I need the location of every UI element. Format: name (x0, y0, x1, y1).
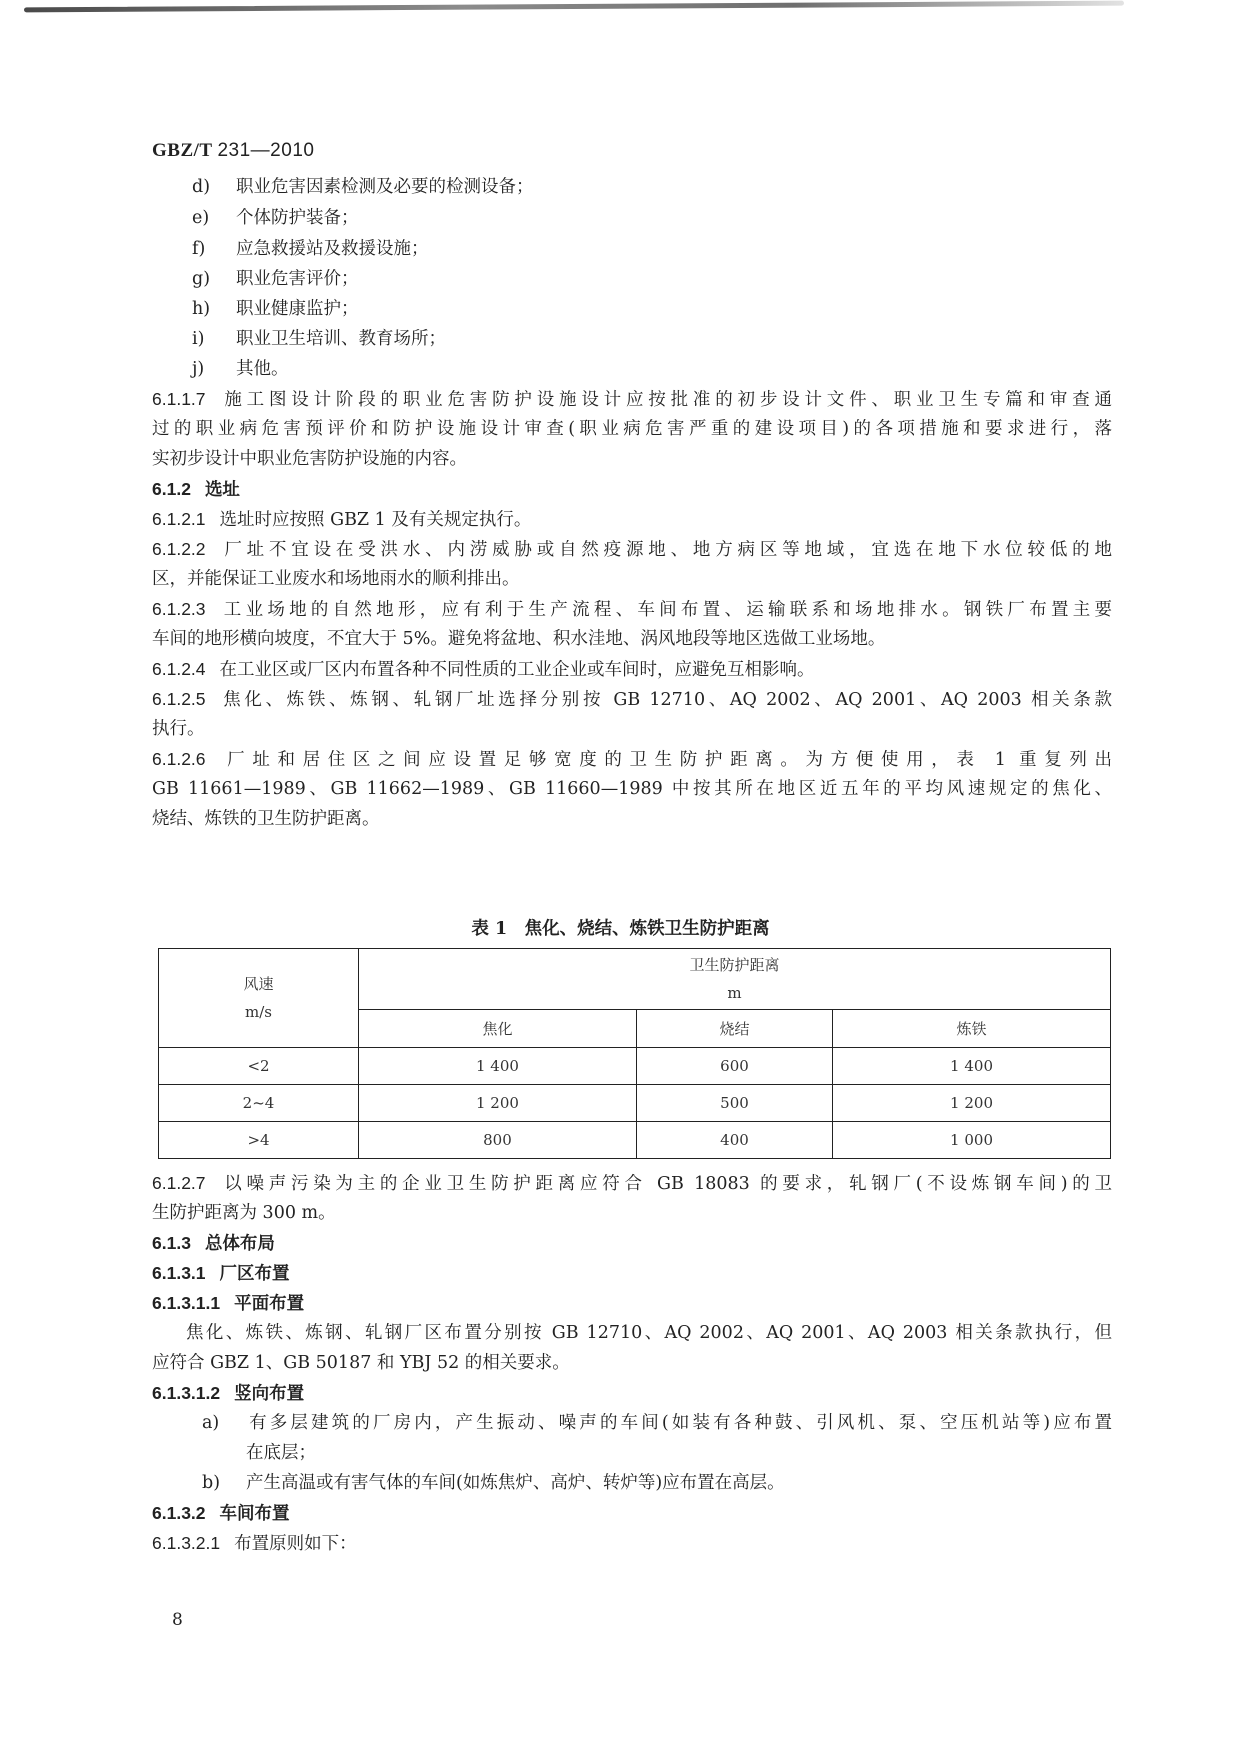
section-heading-6-1-3-1: 6.1.3.1 厂区布置 (152, 1263, 290, 1284)
clause-6-1-2-6-line: GB 11661—1989、GB 11662—1989、GB 11660—1989 中按其所在地区近五年的平均风速规定的焦化、 (152, 779, 1112, 799)
clause-6-1-1-7-line: 6.1.1.7 施工图设计阶段的职业危害防护设施设计应按批准的初步设计文件、职业卫生专篇和审查通 (152, 389, 1112, 410)
header-protection-distance: 卫生防护距离 m (359, 949, 1111, 1010)
clause-6-1-2-6-line: 烧结、炼铁的卫生防护距离。 (152, 809, 380, 829)
clause-6-1-2-7-line: 6.1.2.7 以噪声污染为主的企业卫生防护距离应符合 GB 18083 的要求，轧钢厂(不设炼钢车间)的卫 (152, 1173, 1112, 1194)
header-wind-speed: 风速 m/s (159, 949, 359, 1048)
table-caption: 表 1 焦化、烧结、炼铁卫生防护距离 (471, 919, 770, 939)
standard-number: 231—2010 (217, 140, 315, 161)
standard-code-header (152, 140, 314, 162)
value-cell: 500 (636, 1085, 832, 1122)
clause-6-1-2-5-line: 执行。 (152, 719, 205, 739)
table-row (159, 1048, 1111, 1085)
value-cell: 600 (636, 1048, 832, 1085)
section-heading-6-1-3-2: 6.1.3.2 车间布置 (152, 1503, 290, 1524)
wind-speed-cell: >4 (159, 1122, 359, 1159)
column-header: 焦化 (359, 1010, 637, 1048)
clause-6-1-2-5-line: 6.1.2.5 焦化、炼铁、炼钢、轧钢厂址选择分别按 GB 12710、AQ 2002、AQ 2001、AQ 2003 相关条款 (152, 689, 1112, 710)
clause-6-1-3-1-1-line: 焦化、炼铁、炼钢、轧钢厂区布置分别按 GB 12710、AQ 2002、AQ 2001、AQ 2003 相关条款执行，但 (186, 1323, 1112, 1343)
value-cell: 1 000 (833, 1122, 1111, 1159)
table-row (159, 1122, 1111, 1159)
clause-6-1-1-7-line: 过的职业病危害预评价和防护设施设计审查(职业病危害严重的建设项目)的各项措施和要求进行，落 (152, 419, 1112, 439)
list-item: h) 职业健康监护； (192, 299, 359, 319)
list-item: b) 产生高温或有害气体的车间(如炼焦炉、高炉、转炉等)应布置在高层。 (202, 1473, 785, 1493)
clause-6-1-3-1-1-line: 应符合 GBZ 1、GB 50187 和 YBJ 52 的相关要求。 (152, 1353, 570, 1373)
clause-6-1-2-3-line: 6.1.2.3 工业场地的自然地形，应有利于生产流程、车间布置、运输联系和场地排水。钢铁厂布置主要 (152, 599, 1112, 620)
list-item: i) 职业卫生培训、教育场所； (192, 329, 446, 349)
clause-6-1-1-7-line: 实初步设计中职业危害防护设施的内容。 (152, 449, 467, 469)
clause-6-1-2-3-line: 车间的地形横向坡度，不宜大于 5%。避免将盆地、积水洼地、涡风地段等地区选做工业场地。 (152, 629, 886, 649)
table-row (159, 1085, 1111, 1122)
list-item: d) 职业危害因素检测及必要的检测设备； (192, 177, 534, 197)
clause-6-1-3-2-1: 6.1.3.2.1 布置原则如下： (152, 1533, 357, 1554)
value-cell: 800 (359, 1122, 637, 1159)
list-item: j) 其他。 (192, 359, 289, 379)
column-header: 炼铁 (833, 1010, 1111, 1048)
value-cell: 1 400 (833, 1048, 1111, 1085)
value-cell: 1 200 (833, 1085, 1111, 1122)
section-heading-6-1-2: 6.1.2 选址 (152, 479, 240, 500)
value-cell: 1 200 (359, 1085, 637, 1122)
clause-6-1-2-2-line: 区，并能保证工业废水和场地雨水的顺利排出。 (152, 569, 520, 589)
page-number: 8 (172, 1610, 183, 1630)
protection-distance-table (158, 948, 1111, 1159)
clause-6-1-2-1: 6.1.2.1 选址时应按照 GBZ 1 及有关规定执行。 (152, 509, 532, 530)
column-header: 烧结 (636, 1010, 832, 1048)
list-item: a) 有多层建筑的厂房内，产生振动、噪声的车间(如装有各种鼓、引风机、泵、空压机站等)应布置 (202, 1413, 1112, 1433)
section-heading-6-1-3-1-1: 6.1.3.1.1 平面布置 (152, 1293, 305, 1314)
clause-6-1-2-6-line: 6.1.2.6 厂址和居住区之间应设置足够宽度的卫生防护距离。为方便使用，表 1 重复列出 (152, 749, 1112, 770)
clause-6-1-2-2-line: 6.1.2.2 厂址不宜设在受洪水、内涝威胁或自然疫源地、地方病区等地域，宜选在地下水位较低的地 (152, 539, 1112, 560)
list-item: g) 职业危害评价； (192, 269, 359, 289)
value-cell: 400 (636, 1122, 832, 1159)
value-cell: 1 400 (359, 1048, 637, 1085)
section-heading-6-1-3: 6.1.3 总体布局 (152, 1233, 275, 1254)
wind-speed-cell: <2 (159, 1048, 359, 1085)
list-item: f) 应急救援站及救援设施； (192, 239, 429, 259)
wind-speed-cell: 2~4 (159, 1085, 359, 1122)
clause-6-1-2-7-line: 生防护距离为 300 m。 (152, 1203, 336, 1223)
section-heading-6-1-3-1-2: 6.1.3.1.2 竖向布置 (152, 1383, 305, 1404)
scan-edge-shadow (24, 1, 1124, 13)
list-item-continuation: 在底层； (246, 1443, 316, 1463)
clause-6-1-2-4: 6.1.2.4 在工业区或厂区内布置各种不同性质的工业企业或车间时，应避免互相影响。 (152, 659, 815, 680)
standard-prefix: GBZ/T (152, 140, 213, 161)
list-item: e) 个体防护装备； (192, 208, 359, 228)
